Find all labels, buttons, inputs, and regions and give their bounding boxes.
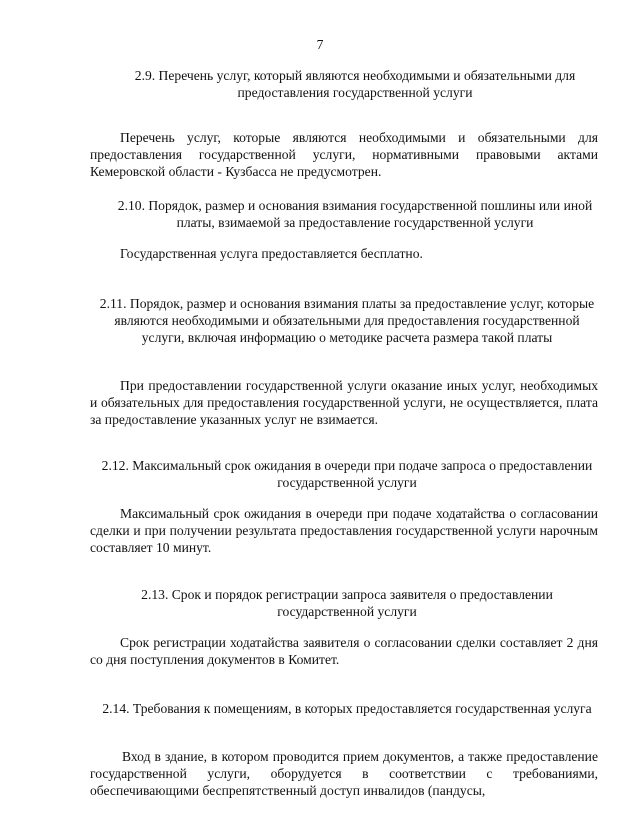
section-2-14-heading: 2.14. Требования к помещениям, в которых предоставляется государственная услуга xyxy=(102,701,592,716)
section-2-13-body: Срок регистрации ходатайства заявителя о согласовании сделки составляет 2 дня со дня поступления документов в Комитет. xyxy=(90,635,598,667)
section-2-11-body: При предоставлении государственной услуги оказание иных услуг, необходимых и обязательных для предоставления государственной услуги, не осуществляется, плата за предоставление указанных услуг не взимается. xyxy=(90,378,598,427)
section-2-9-heading: 2.9. Перечень услуг, который являются необходимыми и обязательными для предоставления государственной услуги xyxy=(134,68,576,100)
section-2-12-heading: 2.12. Максимальный срок ожидания в очереди при подаче запроса о предоставлении государственной услуги xyxy=(101,458,593,490)
section-2-13-heading: 2.13. Срок и порядок регистрации запроса заявителя о предоставлении государственной услуги xyxy=(141,587,553,619)
section-2-10-body: Государственная услуга предоставляется бесплатно. xyxy=(120,246,423,261)
page-number: 7 xyxy=(316,37,324,52)
section-2-14-body: Вход в здание, в котором проводится прием документов, а также предоставление государственной услуги, оборудуется в соответствии с требованиями, обеспечивающими беспрепятственный доступ инвалидов (пандусы, xyxy=(90,749,598,798)
section-2-11-heading: 2.11. Порядок, размер и основания взимания платы за предоставление услуг, которые являются необходимыми и обязательными для предоставления государственной услуги, включая информацию о методике расчета размера такой платы xyxy=(99,296,595,345)
section-2-12-body: Максимальный срок ожидания в очереди при подаче ходатайства о согласовании сделки и при получении результата предоставления государственной услуги нарочным составляет 10 минут. xyxy=(90,506,598,555)
section-2-9-body: Перечень услуг, которые являются необходимыми и обязательными для предоставления государственной услуги, нормативными правовыми актами Кемеровской области - Кузбасса не предусмотрен. xyxy=(90,130,598,179)
section-2-10-heading: 2.10. Порядок, размер и основания взимания государственной пошлины или иной платы, взимаемой за предоставление государственной услуги xyxy=(117,198,593,230)
